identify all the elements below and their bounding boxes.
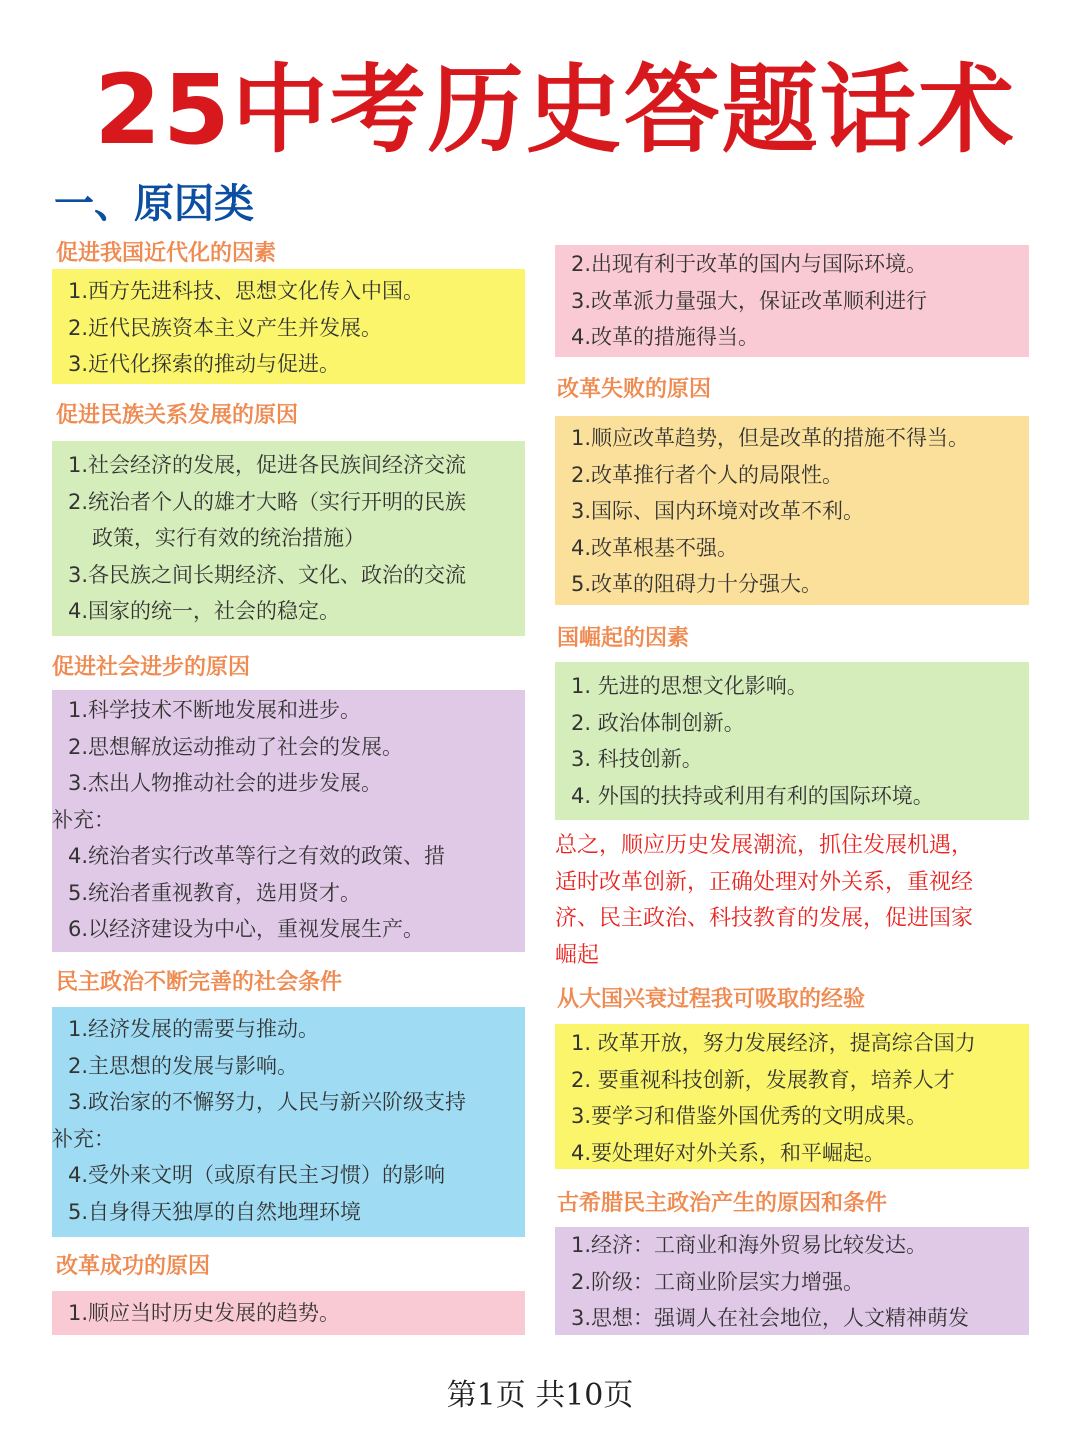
heading-ethnic-relations: 促进民族关系发展的原因 <box>56 403 299 428</box>
list-item: 1.顺应当时历史发展的趋势。 <box>68 1301 341 1325</box>
list-item: 5.统治者重视教育，选用贤才。 <box>68 880 362 905</box>
list-item: 4.改革的措施得当。 <box>571 325 760 349</box>
list-item: 4.统治者实行改革等行之有效的政策、措 <box>68 844 446 868</box>
list-item: 2. 要重视科技创新，发展教育，培养人才 <box>571 1067 955 1092</box>
list-item: 4.受外来文明（或原有民主习惯）的影响 <box>68 1163 446 1187</box>
heading-democracy-conditions: 民主政治不断完善的社会条件 <box>56 970 343 995</box>
heading-great-power-lessons: 从大国兴衰过程我可吸取的经验 <box>557 987 866 1012</box>
list-item: 政策，实行有效的统治措施） <box>92 526 365 550</box>
list-item: 3.各民族之间长期经济、文化、政治的交流 <box>68 562 467 587</box>
supplement-label: 补充： <box>52 807 115 832</box>
box-reform-failure <box>555 416 1029 605</box>
list-item: 4. 外国的扶持或利用有利的国际环境。 <box>571 783 934 808</box>
box-democracy-conditions <box>52 1007 525 1237</box>
list-item: 2.统治者个人的雄才大略（实行开明的民族 <box>68 489 467 514</box>
list-item: 1.经济：工商业和海外贸易比较发达。 <box>571 1233 928 1257</box>
heading-modernization-factors: 促进我国近代化的因素 <box>56 241 277 266</box>
list-item: 3.改革派力量强大，保证改革顺利进行 <box>571 288 928 313</box>
list-item: 4.要处理好对外关系，和平崛起。 <box>571 1140 886 1165</box>
box-reform-success <box>52 1291 525 1335</box>
list-item: 3.近代化探索的推动与促进。 <box>68 352 341 376</box>
list-item: 3.国际、国内环境对改革不利。 <box>571 499 865 523</box>
list-item: 6.以经济建设为中心，重视发展生产。 <box>68 917 425 941</box>
summary-line: 济、民主政治、科技教育的发展，促进国家 <box>555 906 974 931</box>
list-item: 3.思想：强调人在社会地位，人文精神萌发 <box>571 1306 970 1330</box>
page-title: 25中考历史答题话术 <box>94 54 1016 166</box>
list-item: 2.主思想的发展与影响。 <box>68 1053 299 1078</box>
list-item: 2.思想解放运动推动了社会的发展。 <box>68 734 404 759</box>
heading-social-progress: 促进社会进步的原因 <box>52 655 251 680</box>
list-item: 2.近代民族资本主义产生并发展。 <box>68 315 383 340</box>
list-item: 3.政治家的不懈努力，人民与新兴阶级支持 <box>68 1090 467 1114</box>
heading-reform-success: 改革成功的原因 <box>56 1254 211 1279</box>
list-item: 1.社会经济的发展，促进各民族间经济交流 <box>68 453 467 477</box>
list-item: 1. 改革开放，努力发展经济，提高综合国力 <box>571 1031 976 1055</box>
list-item: 2.改革推行者个人的局限性。 <box>571 462 844 487</box>
summary-line: 适时改革创新，正确处理对外关系，重视经 <box>555 869 974 895</box>
box-reform-success-continued <box>555 245 1029 357</box>
list-item: 5.自身得天独厚的自然地理环境 <box>68 1199 362 1224</box>
summary-line: 总之，顺应历史发展潮流，抓住发展机遇， <box>555 833 974 858</box>
list-item: 5.改革的阻碍力十分强大。 <box>571 572 823 596</box>
list-item: 1.西方先进科技、思想文化传入中国。 <box>68 279 425 303</box>
list-item: 2.阶级：工商业阶层实力增强。 <box>571 1269 865 1294</box>
list-item: 2. 政治体制创新。 <box>571 710 745 735</box>
box-ethnic-relations <box>52 441 525 636</box>
list-item: 3.杰出人物推动社会的进步发展。 <box>68 771 383 795</box>
list-item: 1.科学技术不断地发展和进步。 <box>68 698 362 722</box>
box-greek-democracy <box>555 1227 1029 1335</box>
supplement-label: 补充： <box>52 1126 115 1151</box>
list-item: 1.顺应改革趋势，但是改革的措施不得当。 <box>571 426 970 450</box>
box-modernization-factors <box>52 269 525 384</box>
heading-reform-failure: 改革失败的原因 <box>557 377 712 402</box>
list-item: 4.国家的统一，社会的稳定。 <box>68 599 341 623</box>
section-heading: 一、原因类 <box>54 181 254 227</box>
summary-line: 崛起 <box>555 942 600 968</box>
summary-text <box>555 828 1029 974</box>
box-nation-rise <box>555 662 1029 820</box>
page-number: 第1页 共10页 <box>446 1378 634 1413</box>
heading-greek-democracy: 古希腊民主政治产生的原因和条件 <box>557 1191 888 1216</box>
list-item: 3. 科技创新。 <box>571 747 703 771</box>
list-item: 2.出现有利于改革的国内与国际环境。 <box>571 252 928 276</box>
list-item: 1.经济发展的需要与推动。 <box>68 1017 320 1041</box>
heading-nation-rise: 国崛起的因素 <box>557 626 690 651</box>
list-item: 1. 先进的思想文化影响。 <box>571 674 808 698</box>
box-great-power-lessons <box>555 1024 1029 1169</box>
box-social-progress <box>52 690 525 952</box>
list-item: 4.改革根基不强。 <box>571 535 739 560</box>
list-item: 3.要学习和借鉴外国优秀的文明成果。 <box>571 1104 928 1128</box>
